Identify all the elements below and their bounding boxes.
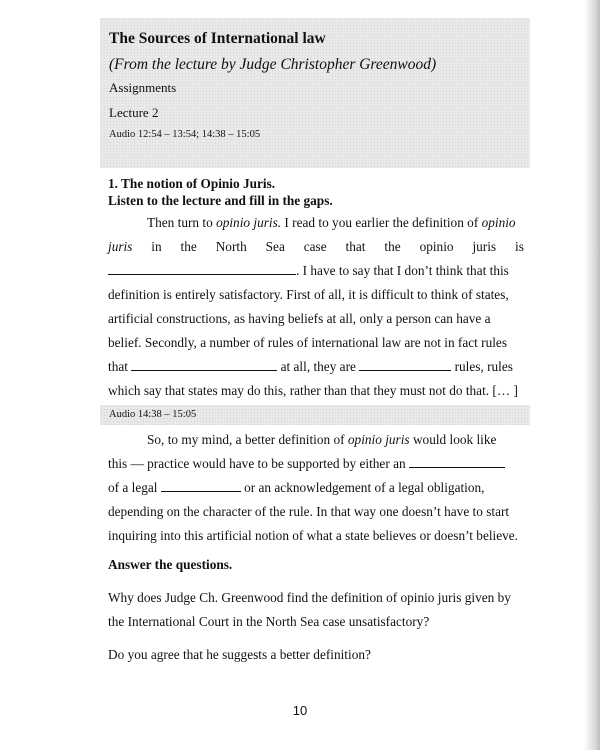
word: the: [384, 239, 401, 254]
section-heading: 1. The notion of Opinio Juris.: [108, 176, 276, 191]
word: that: [345, 239, 366, 254]
italic-term: opinio juris.: [216, 215, 282, 230]
fill-in-blank[interactable]: [161, 478, 241, 492]
word: is: [515, 239, 524, 254]
word: opinio: [419, 239, 454, 254]
paragraph1-line3: [108, 261, 524, 281]
header-box: [100, 18, 530, 168]
paragraph1-line8: [108, 381, 524, 401]
fill-in-blank[interactable]: [108, 261, 296, 275]
paragraph1-line1: [147, 213, 524, 233]
text: artificial constructions, as having beliefs at all, only a person can have a: [108, 311, 491, 326]
page-number: 10: [292, 703, 308, 718]
word: the: [180, 239, 197, 254]
word: in: [151, 239, 162, 254]
fill-in-blank[interactable]: [359, 357, 451, 371]
fill-in-blank[interactable]: [131, 357, 277, 371]
text: definition is entirely satisfactory. First of all, it is difficult to think of states,: [108, 287, 509, 302]
paragraph2-line4: [108, 502, 524, 522]
text: of a legal: [108, 480, 158, 495]
text: at all, they are: [280, 359, 356, 374]
text: So, to my mind, a better definition of: [147, 432, 345, 447]
paragraph1-line2: [108, 237, 524, 257]
text: Why does Judge Ch. Greenwood find the definition of opinio juris given by: [108, 590, 511, 605]
text: that: [108, 359, 128, 374]
word: juris: [108, 239, 133, 254]
paragraph2-line3: [108, 478, 524, 498]
word: North: [215, 239, 247, 254]
paragraph2-line2: [108, 454, 524, 474]
text: rules, rules: [454, 359, 513, 374]
text: which say that states may do this, rather than that they must not do that. [… ]: [108, 383, 518, 398]
text: Do you agree that he suggests a better definition?: [108, 647, 371, 662]
text: this — practice would have to be supported by either an: [108, 456, 406, 471]
text: I read to you earlier the definition of: [284, 215, 479, 230]
text: inquiring into this artificial notion of what a state believes or doesn’t believe.: [108, 528, 519, 543]
paragraph2-line5: [108, 526, 524, 546]
paragraph1-line4: [108, 285, 524, 305]
text: . I have to say that I don’t think that this: [296, 263, 509, 278]
page-edge-shadow: [584, 0, 600, 750]
audio-timestamps: Audio 12:54 – 13:54; 14:38 – 15:05: [109, 129, 261, 140]
text: would look like: [412, 432, 497, 447]
question1-line2: [108, 612, 524, 632]
assignments-label: Assignments: [109, 80, 177, 95]
page-title: The Sources of International law: [109, 30, 326, 47]
question2: [108, 645, 524, 665]
text: or an acknowledgement of a legal obligation,: [244, 480, 485, 495]
lecture-label: Lecture 2: [109, 105, 159, 120]
paragraph2-line1: [147, 430, 524, 450]
text: depending on the character of the rule. In that way one doesn’t have to start: [108, 504, 510, 519]
audio-strip: [100, 405, 530, 425]
italic-term: opinio juris: [347, 432, 410, 447]
word: case: [303, 239, 327, 254]
paragraph1-line5: [108, 309, 524, 329]
word: juris: [472, 239, 497, 254]
word: Sea: [265, 239, 285, 254]
text: the International Court in the North Sea case unsatisfactory?: [108, 614, 430, 629]
text: belief. Secondly, a number of rules of international law are not in fact rules: [108, 335, 508, 350]
text: Then turn to: [147, 215, 213, 230]
questions-heading: Answer the questions.: [108, 557, 233, 572]
paragraph1-line7: [108, 357, 524, 377]
audio-timestamp-2: Audio 14:38 – 15:05: [109, 409, 197, 420]
italic-term: opinio: [481, 215, 516, 230]
section-instruction: Listen to the lecture and fill in the gaps.: [108, 193, 333, 208]
fill-in-blank[interactable]: [409, 454, 505, 468]
paragraph1-line6: [108, 333, 524, 353]
lecture-subtitle: (From the lecture by Judge Christopher Greenwood): [109, 56, 437, 73]
question1-line1: [108, 588, 524, 608]
